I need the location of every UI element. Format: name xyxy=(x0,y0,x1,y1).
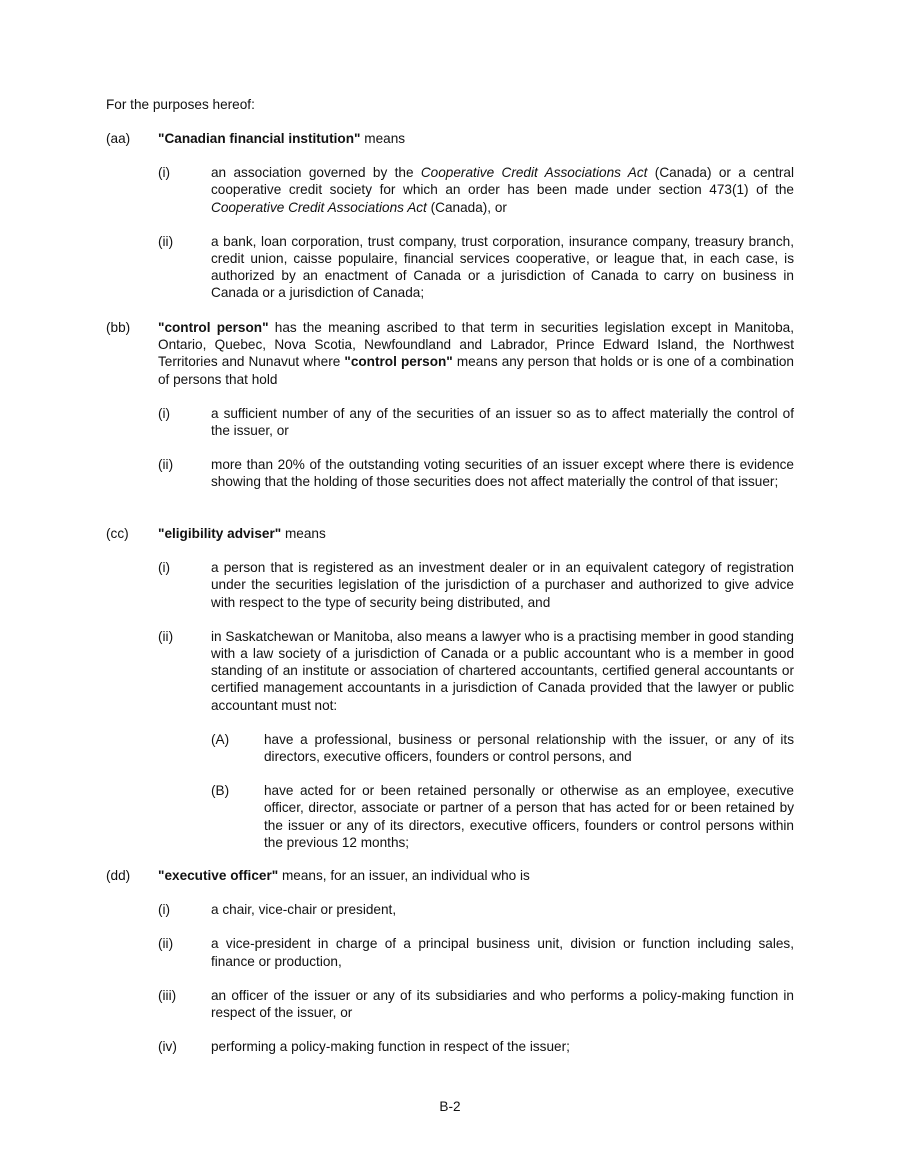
definition-label: (cc) xyxy=(106,526,129,541)
list-item xyxy=(158,987,794,1021)
item-label: (B) xyxy=(211,783,230,799)
list-item xyxy=(158,164,794,216)
defined-term: "control person" xyxy=(344,354,453,370)
defined-term: "control person" xyxy=(158,320,269,335)
list-item xyxy=(158,559,794,611)
sub-list-item xyxy=(211,782,794,851)
item-text: have acted for or been retained personally or otherwise as an employee, executive officer, director, associate or partner of a person that has acted for or been retained by the issuer or any of its directors, executive officers, founders or control persons within the previous 12 months; xyxy=(264,783,794,850)
item-text: a bank, loan corporation, trust company, trust corporation, insurance company, treasury branch, credit union, caisse populaire, financial services cooperative, or league that, in each case, is authorized by an enactment of Canada or a jurisdiction of Canada to carry on business in Canada or a jurisdiction of Canada; xyxy=(211,233,794,301)
item-text-part: an association governed by the xyxy=(211,165,421,181)
definition-body: means xyxy=(360,131,406,146)
item-text-part: (Canada), or xyxy=(426,199,507,215)
item-label: (i) xyxy=(158,560,171,576)
definition-body: has the meaning ascribed to that term in securities legislation except in Manitoba, Ontario, Quebec, Nova Scotia, Newfoundland and Labrador, Prince Edward Island, the Northwest Territories and Nunavut where xyxy=(158,320,794,370)
item-label: (ii) xyxy=(158,628,174,644)
definition-label: (bb) xyxy=(106,320,131,335)
definition-dd xyxy=(106,867,794,1055)
intro-text: For the purposes hereof: xyxy=(106,97,255,112)
item-text: a chair, vice-chair or president, xyxy=(211,902,397,918)
item-text: performing a policy-making function in respect of the issuer; xyxy=(211,1039,570,1055)
definition-label: (dd) xyxy=(106,868,131,883)
item-text: more than 20% of the outstanding voting securities of an issuer except where there is evidence showing that the holding of those securities does not affect materially the control of that issuer; xyxy=(211,457,794,490)
item-text-part: (Canada) or a central cooperative credit society for which an order has been made under section 473(1) of the xyxy=(211,165,794,198)
item-label: (ii) xyxy=(158,457,174,473)
item-label: (i) xyxy=(158,405,171,421)
act-name: Cooperative Credit Associations Act xyxy=(420,165,648,181)
defined-term: "eligibility adviser" xyxy=(158,526,282,541)
item-text: a sufficient number of any of the securities of an issuer so as to affect materially the control of the issuer, or xyxy=(211,405,794,439)
item-label: (ii) xyxy=(158,936,174,952)
item-text: have a professional, business or personal relationship with the issuer, or any of its directors, executive officers, founders or control persons, and xyxy=(264,731,794,765)
act-name: Cooperative Credit Associations Act xyxy=(211,199,427,215)
item-text: a person that is registered as an investment dealer or in an equivalent category of registration under the securities legislation of the jurisdiction of a purchaser and authorized to give advice with respect to the type of security being distributed, and xyxy=(211,560,794,610)
list-item xyxy=(158,1038,794,1055)
definition-bb xyxy=(106,319,794,491)
item-label: (i) xyxy=(158,165,171,181)
definition-text xyxy=(158,867,794,884)
definition-body: means, for an issuer, an individual who is xyxy=(278,868,530,883)
item-text xyxy=(211,164,794,216)
definition-text xyxy=(158,319,794,388)
list-item xyxy=(158,405,794,439)
item-text: a vice-president in charge of a principal business unit, division or function including sales, finance or production, xyxy=(211,936,794,969)
definition-text xyxy=(158,130,794,147)
definition-label: (aa) xyxy=(106,131,131,146)
item-text: an officer of the issuer or any of its subsidiaries and who performs a policy-making function in respect of the issuer, or xyxy=(211,987,794,1021)
list-item xyxy=(158,456,794,490)
defined-term: "Canadian financial institution" xyxy=(158,131,361,146)
definition-text xyxy=(158,525,794,542)
page-number: B-2 xyxy=(439,1099,461,1114)
list-item xyxy=(158,901,794,918)
item-label: (iv) xyxy=(158,1039,177,1055)
item-text: in Saskatchewan or Manitoba, also means a lawyer who is a practising member in good standing with a law society of a jurisdiction of Canada or a public accountant who is a member in good standing of an institute or association of chartered accountants, certified general accountants or certified management accountants in a jurisdiction of Canada provided that the lawyer or public accountant must not: xyxy=(211,628,794,713)
definition-body: means xyxy=(281,526,326,541)
item-label: (A) xyxy=(211,731,230,747)
definition-body: means any person that holds or is one of a combination of persons that hold xyxy=(158,354,794,387)
list-item xyxy=(158,628,794,851)
item-label: (ii) xyxy=(158,233,174,249)
sub-list-item xyxy=(211,731,794,765)
definition-aa xyxy=(106,130,794,302)
item-label: (iii) xyxy=(158,987,177,1003)
list-item xyxy=(158,233,794,302)
list-item xyxy=(158,935,794,969)
item-label: (i) xyxy=(158,902,171,918)
definition-cc xyxy=(106,525,794,851)
defined-term: "executive officer" xyxy=(158,868,279,883)
